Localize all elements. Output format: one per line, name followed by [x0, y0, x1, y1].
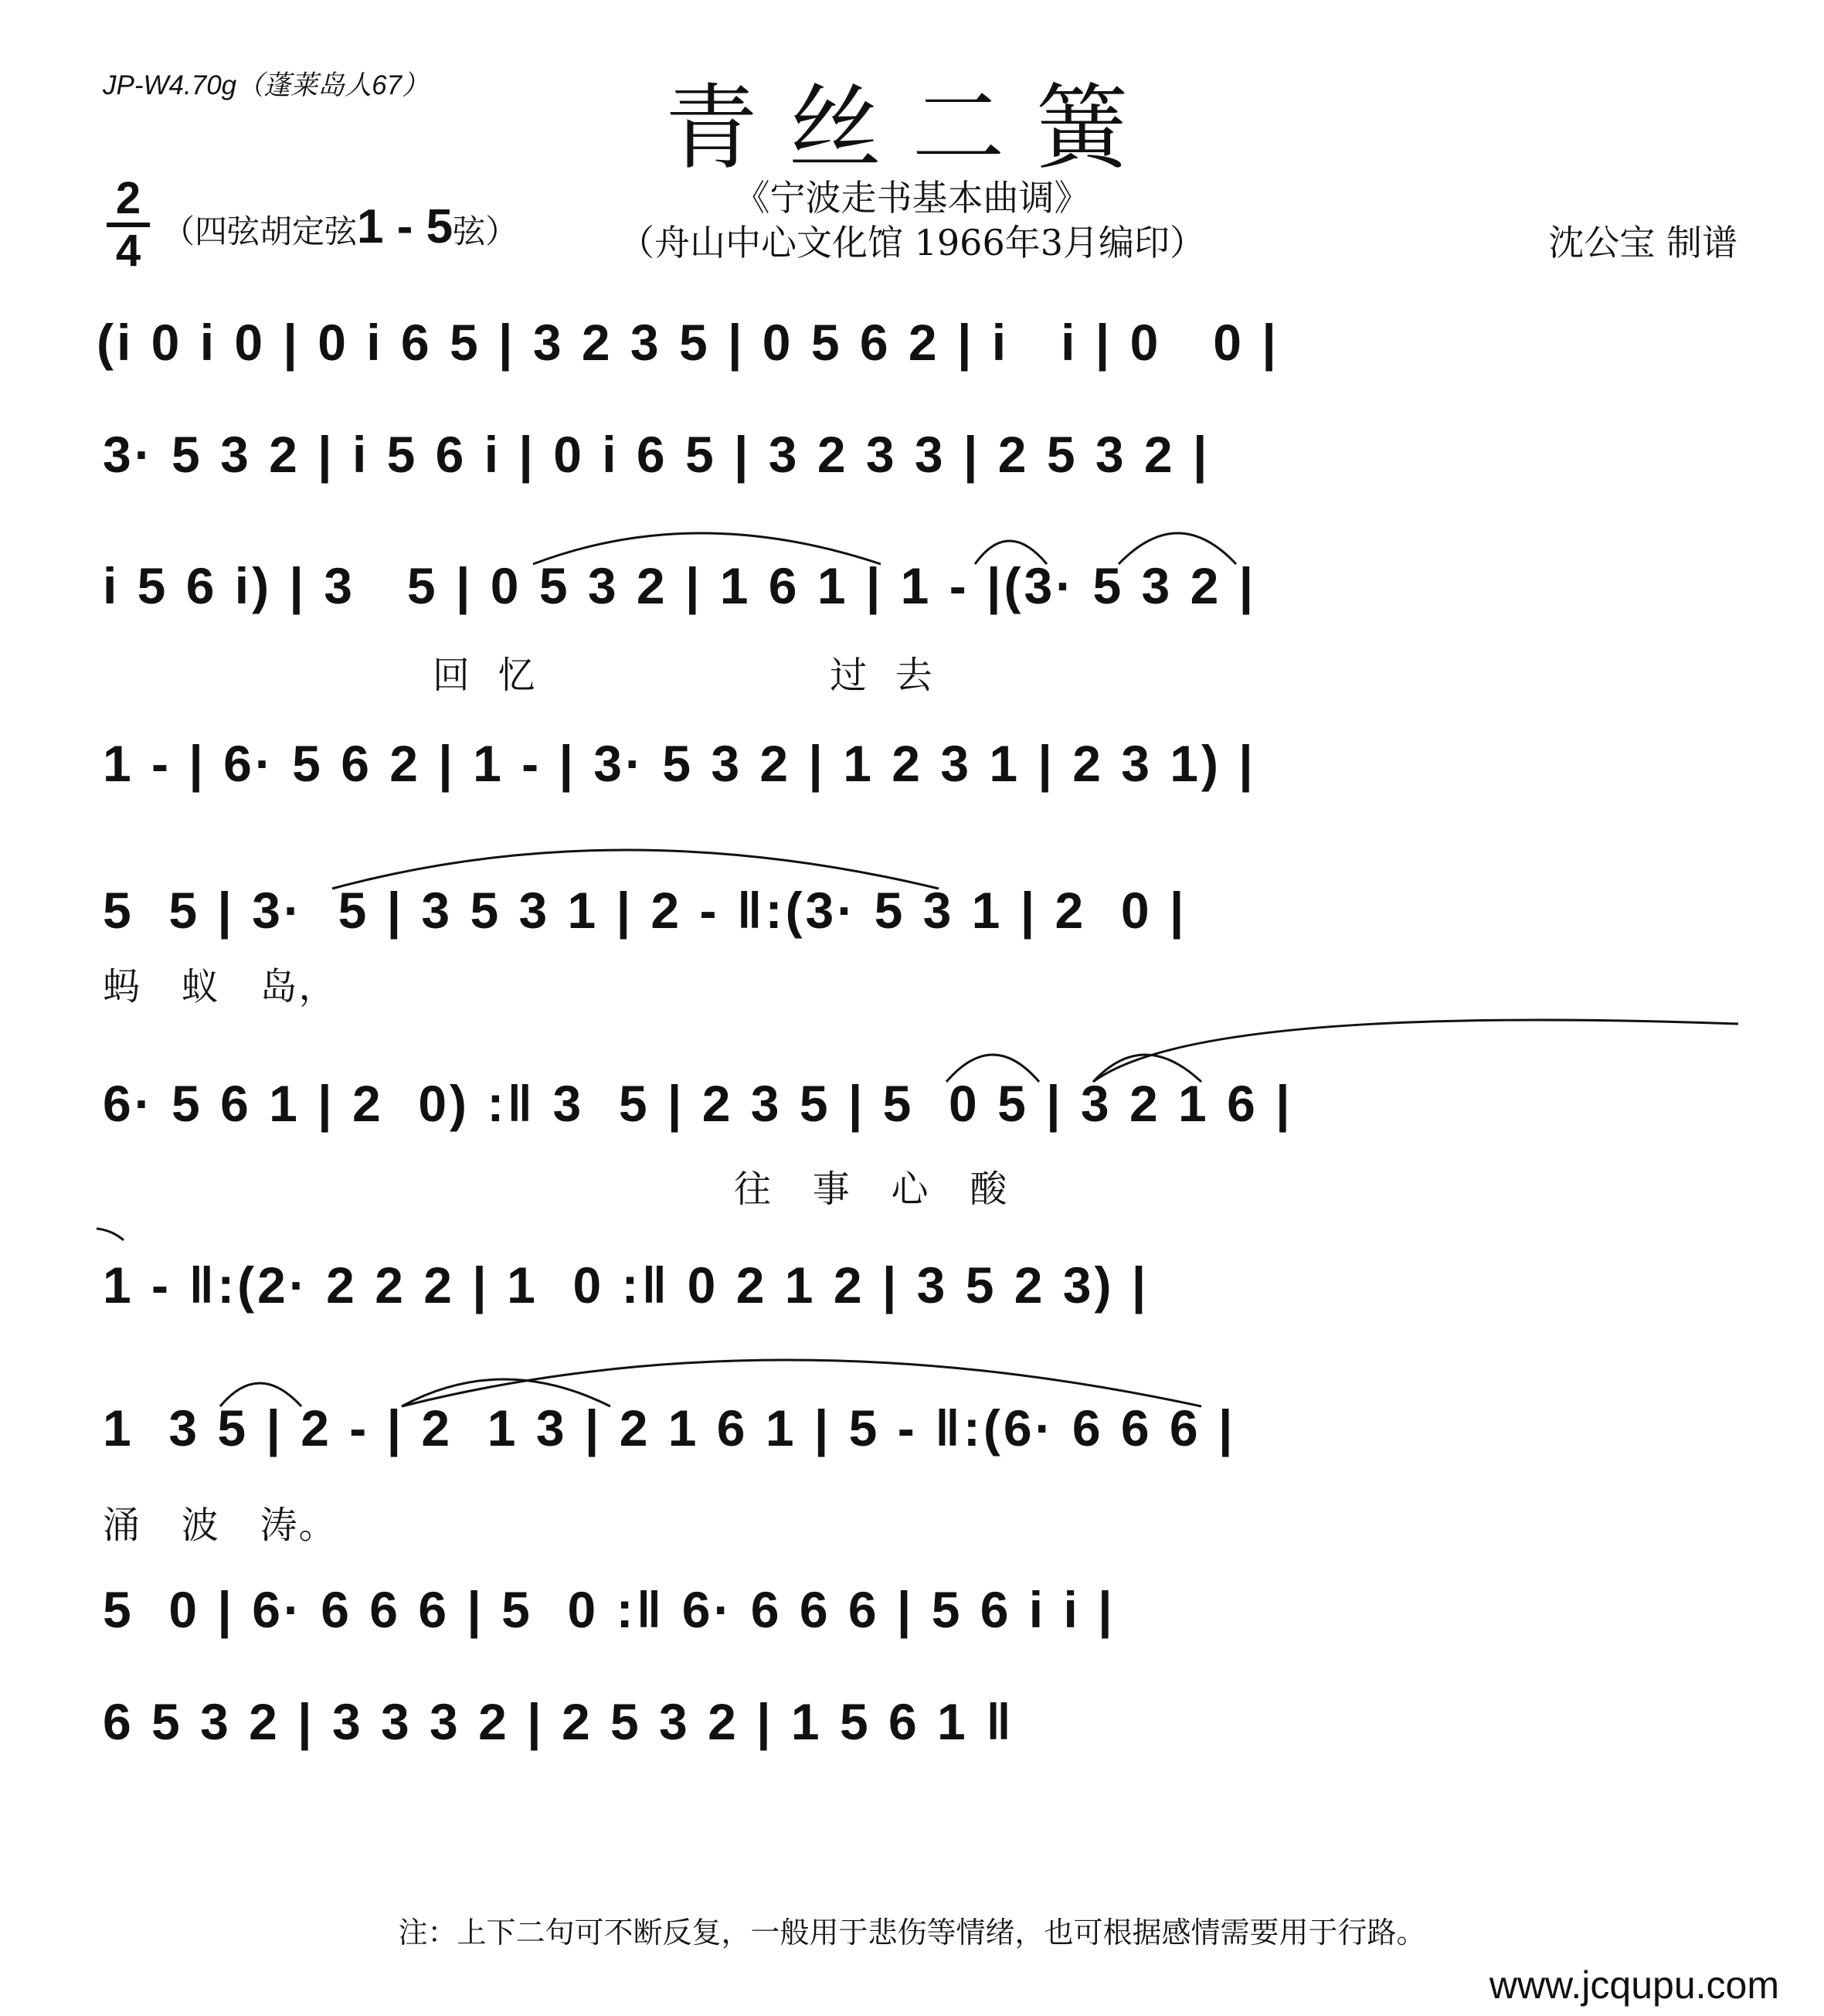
score-line-6: 6· 5 6 1 | 2 0) :‖ 3 5 | 2 3 5 | 5 0 5 | 3 2 1 6 |	[103, 1075, 1293, 1132]
score-line-9: 5 0 | 6· 6 6 6 | 5 0 :‖ 6· 6 6 6 | 5 6 i i |	[103, 1581, 1116, 1638]
tuning-notes: 1 - 5	[357, 200, 453, 253]
page-title: 青丝二簧	[664, 75, 1160, 182]
lyric-line-6: 往 事 心 酸	[734, 1168, 1009, 1211]
slur-arc	[97, 1229, 124, 1240]
score-line-10: 6 5 3 2 | 3 3 3 2 | 2 5 3 2 | 1 5 6 1 ‖	[103, 1693, 1014, 1750]
slur-arc	[220, 1383, 301, 1406]
slur-arc	[533, 533, 881, 564]
slur-arc	[946, 1055, 1039, 1082]
arranger: 沈公宝 制谱	[1548, 222, 1737, 263]
slur-arc	[332, 850, 939, 889]
score-line-4: 1 - | 6· 5 6 2 | 1 - | 3· 5 3 2 | 1 2 3 1 | 2 3 1) |	[103, 735, 1256, 792]
lyric-line-8: 涌 波 涛。	[103, 1504, 338, 1547]
subtitle: 《宁波走书基本曲调》	[734, 177, 1090, 219]
time-signature-bottom: 4	[115, 226, 141, 276]
score-line-3: i 5 6 i) | 3 5 | 0 5 3 2 | 1 6 1 | 1 - |(3· 5 3 2 |	[103, 557, 1257, 614]
footnote: 注：上下二句可不断反复，一般用于悲伤等情绪，也可根据感情需要用于行路。	[398, 1917, 1426, 1950]
time-signature-top: 2	[115, 173, 141, 223]
tuning-prefix: （四弦胡定弦	[162, 213, 358, 250]
site-watermark: www.jcqupu.com	[1489, 1963, 1779, 2007]
score-line-7: 1 - ‖:(2· 2 2 2 | 1 0 :‖ 0 2 1 2 | 3 5 2 3) |	[103, 1256, 1150, 1314]
score-line-2: 3· 5 3 2 | i 5 6 i | 0 i 6 5 | 3 2 3 3 | 2 5 3 2 |	[103, 426, 1211, 483]
source-tag: JP-W4.70g（蓬莱岛人67）	[103, 70, 430, 100]
slur-arc	[975, 541, 1047, 564]
score-line-5: 5 5 | 3· 5 | 3 5 3 1 | 2 - ‖:(3· 5 3 1 | 2 0 |	[103, 882, 1187, 939]
score-line-1: (i 0 i 0 | 0 i 6 5 | 3 2 3 5 | 0 5 6 2 | i i | 0 0 |	[97, 314, 1279, 371]
slur-arc	[402, 1360, 1201, 1406]
lyric-line-3: 回 忆 过 去	[433, 654, 934, 697]
slur-arc	[1093, 1055, 1201, 1082]
tuning-suffix: 弦）	[453, 213, 518, 250]
publisher-line: （舟山中心文化馆 1966年3月编印）	[619, 222, 1205, 263]
score-line-8: 1 3 5 | 2 - | 2 1 3 | 2 1 6 1 | 5 - ‖:(6· 6 6 6 |	[103, 1399, 1236, 1457]
lyric-line-5: 蚂 蚁 岛，	[103, 965, 338, 1008]
slur-arc	[1119, 533, 1236, 564]
